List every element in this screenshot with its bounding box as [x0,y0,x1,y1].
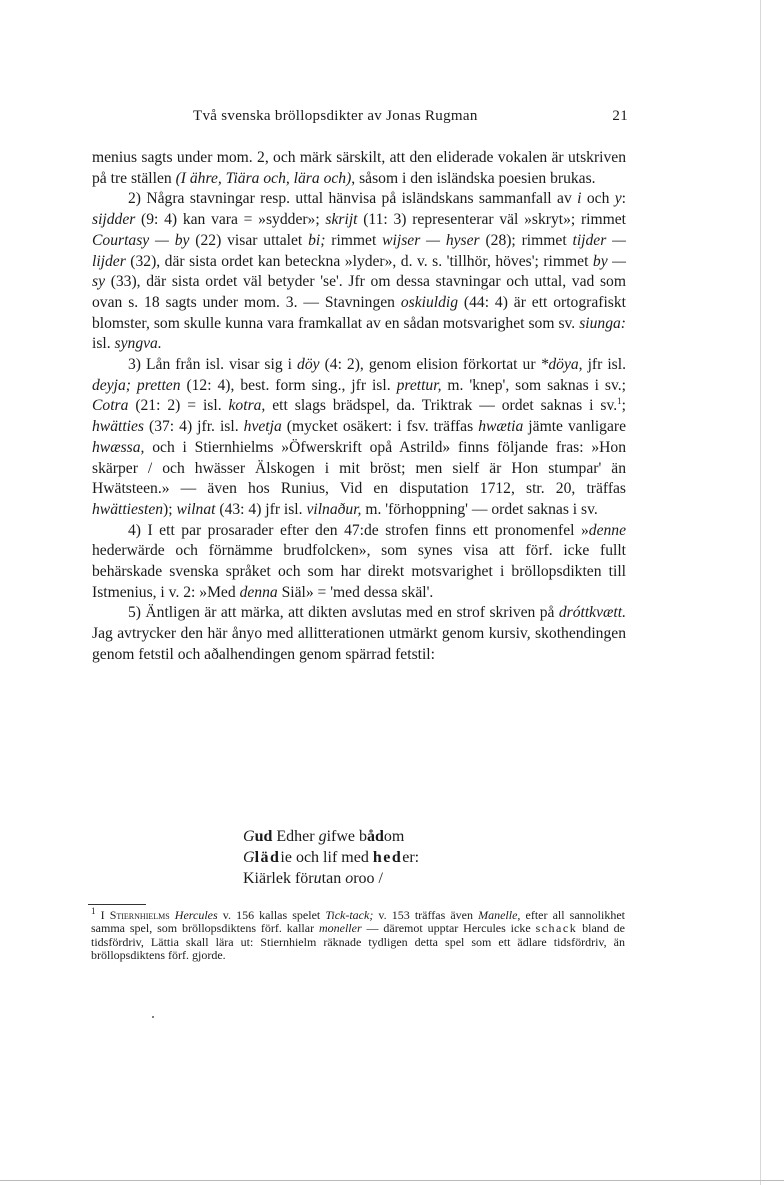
text-run: — däremot upptar Hercules icke [361,921,536,936]
text-run: 4) I ett par prosarader efter den 47:de strofen finns ett pronomenfel » [128,521,589,539]
text-run: (22) visar uttalet [189,231,309,249]
italic-run: bi; [308,231,326,249]
alliteration: u [313,870,322,887]
text-run: : [621,190,627,208]
italic-run: wijser — hyser [382,231,480,249]
text-run: isl. [92,335,115,353]
italic-run: by — sy [92,252,626,291]
text-run: ); [163,500,177,518]
text-run: och i Stiernhielms »Öfwerskrift opå Astrild» finns följande fras: »Hon skärper / och hwässer Älskogen i mit bröst; men sielf är Hon stumpar' än Hwätsteen.» — även hos Runius, Vid en disputation 1712, str. 20, träffas [92,438,626,498]
text-run: Kiärlek för [243,870,314,887]
footnote-number: 1 [91,906,96,916]
italic-run: prettur, [396,376,442,394]
italic-run: hvetja [243,418,282,436]
text-run: jämte vanligare [523,418,626,436]
text-run: (4: 2), genom elision förkortat ur [319,356,541,374]
footnote-rule [88,904,146,905]
text-run: jfr isl. [582,356,626,374]
text-run: och [581,190,615,208]
italic-run: syngva. [114,335,162,353]
text-run: (33), där sista ordet väl betyder 'se'. Jfr om dessa stavningar och uttal, vad som ovan s. 18 sagts under mom. 3. — Stavningen [92,273,626,311]
italic-run: döy [297,356,320,374]
text-run: Edher [272,828,319,845]
text-run: 5) Äntligen är att märka, att dikten avslutas med en strof skriven på [128,604,559,622]
poem-line-2 [243,847,419,868]
italic-run: hwätties [92,418,144,436]
text-run: ett slags brädspel, da. Triktrak — ordet saknas i sv. [265,397,618,415]
text-run: rimmet [325,231,383,249]
italic-run: Cotra [92,397,129,415]
text-run: (21: 2) = isl. [128,397,229,415]
text-run: er: [402,849,420,866]
scan-edge [760,0,761,1185]
text-run: ifwe b [326,828,367,845]
text-run: I [95,908,110,922]
italic-run: moneller [318,921,362,936]
text-run: (43: 4) jfr isl. [215,500,307,518]
italic-run: hwæssa, [92,438,145,456]
italic-run: dróttkvætt. [558,604,626,622]
spaced-bold-rhyme: läd [254,849,281,866]
alliteration: g [318,828,327,845]
italic-run: tijder — lijder [92,231,626,270]
italic-run: kotra, [228,397,266,415]
running-header [88,108,628,130]
text-run: ie och lif med [280,849,373,866]
text-run: (44: 4) är ett ortografiskt blomster, som skulle kunna vara framkallat av en sådan motsvarighet som sv. [92,293,626,332]
text-run: (37: 4) jfr. isl. [143,418,244,436]
scan-speck [152,1016,154,1018]
poem-line-1 [243,826,419,847]
text-run: (32), där sista ordet kan beteckna »lyder», d. v. s. 'tillhör, höves'; rimmet [125,252,593,270]
italic-run: denna [239,583,278,601]
italic-run: Manelle, [478,908,521,922]
italic-run: (I ähre, Tiära och, lära och) [175,169,352,187]
text-run: (28); rimmet [479,231,573,249]
italic-run: skrijt [325,211,358,229]
spaced-bold-rhyme: hed [372,849,403,866]
spaced-run: schack [535,921,578,936]
italic-run: i [577,190,582,208]
header-title: Två svenska bröllopsdikter av Jonas Rugman [193,108,478,124]
text-run: Siäl» = 'med dessa skäl'. [277,583,434,601]
italic-run: *döya, [540,356,583,374]
bold-rhyme: ud [254,828,273,845]
text-run: efter all sannolikhet samma spel, som bröllopsdiktens förf. kallar [91,908,625,936]
alliteration: G [243,849,255,866]
text-run: hederwärde och förnämme brudfolcken», som synes visa att förf. icke fullt behärskade svenska språket och som har direkt motsvarighet i bröllopsdikten till Istmenius, i v. 2: »Med [92,542,626,601]
text-run: tan [321,870,346,887]
text-run: ; [621,397,626,415]
poem-line-3 [243,868,419,889]
poem-strophe [243,826,419,889]
italic-run: Courtasy — by [92,231,190,249]
bold-rhyme: åd [367,828,384,845]
main-text [92,148,626,666]
italic-run: Tick-tack; [325,908,374,922]
italic-run: y [614,190,622,208]
text-run: menius sagts under mom. 2, och märk särskilt, att den eliderade vokalen är utskriven på tre ställen [92,149,626,187]
small-caps-run: Stiernhielms [109,908,170,922]
alliteration: G [243,828,255,845]
footnote-ref: 1 [617,396,622,407]
text-run: m. 'knep', som saknas i sv.; [441,376,627,394]
paragraph-5 [92,603,626,665]
text-run: m. 'förhoppning' — ordet saknas i sv. [361,500,598,518]
text-run: roo / [353,870,383,887]
italic-run: vilnaður, [306,500,362,518]
text-run: (9: 4) kan vara = »sydder»; [135,211,326,229]
italic-run: wilnat [176,500,216,518]
alliteration: o [345,870,354,887]
text-run: (12: 4), best. form sing., jfr isl. [180,376,397,394]
paragraph-4 [92,521,626,604]
text-run: Jag avtrycker den här ånyo med allitterationen utmärkt genom kursiv, skothendingen genom fetstil och aðalhendingen genom spärrad fetstil: [92,625,626,663]
text-run: (11: 3) representerar väl »skryt»; rimmet [357,211,626,229]
italic-run: deyja; pretten [92,376,181,394]
italic-run: siunga: [579,314,626,332]
text-run: 3) Lån från isl. visar sig i [128,356,298,374]
text-run: , såsom i den isländska poesien brukas. [351,169,596,187]
italic-run: sijdder [92,211,136,229]
italic-run: hwætia [478,418,524,436]
page-number: 21 [612,108,628,124]
paragraph-3 [92,355,626,521]
footnote [91,906,625,963]
paragraph-1 [92,148,626,189]
italic-run: Hercules [174,908,218,922]
text-run: v. 153 träffas även [373,908,479,922]
italic-run: hwättiesten [92,500,164,518]
paragraph-2 [92,189,626,355]
italic-run: denne [588,521,626,539]
scan-edge [0,1180,784,1181]
text-run: 2) Några stavningar resp. uttal hänvisa på isländskans sammanfall av [128,190,578,208]
text-run: bland de tidsfördriv, Lättia skall lära ut: Stiernhielm räknade tydligen detta spel som ett ädlare tidsfördriv, än bröllopsdiktens förf. gjorde. [91,921,625,963]
text-run: om [383,828,405,845]
text-run: v. 156 kallas spelet [217,908,326,922]
text-run: (mycket osäkert: i fsv. träffas [281,418,479,436]
italic-run: oskiuldig [400,293,459,311]
